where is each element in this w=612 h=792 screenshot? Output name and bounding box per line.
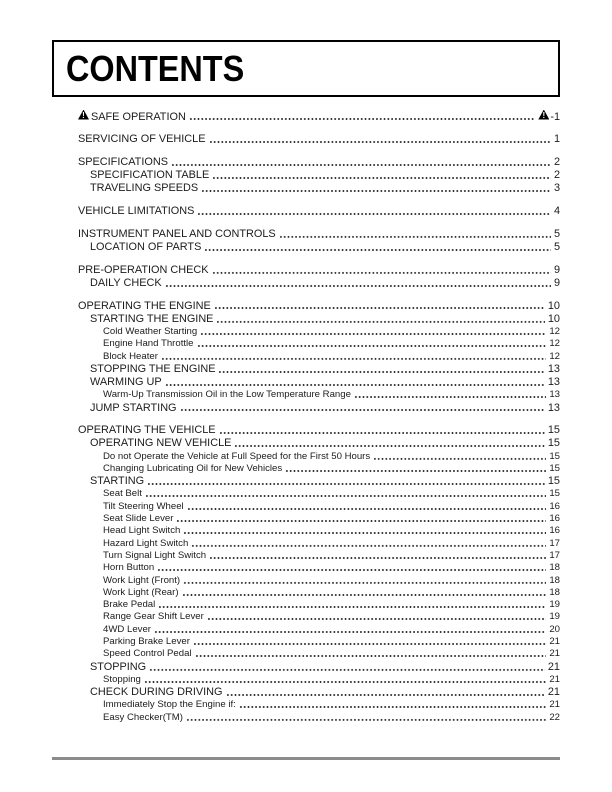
toc-entry-label [103, 525, 180, 537]
toc-entry-label [90, 686, 223, 699]
toc-entry-text: SPECIFICATIONS [78, 155, 168, 168]
page-number-text: 19 [549, 611, 560, 623]
toc-entry-page-number [549, 587, 560, 599]
toc-entry-label [103, 451, 370, 463]
dot-leader [189, 116, 536, 121]
dot-leader [183, 530, 546, 535]
page-number-text: 3 [553, 182, 560, 195]
toc-entry-label [78, 110, 186, 124]
page-number-text: 13 [547, 376, 560, 389]
toc-entry-text: Easy Checker(TM) [103, 711, 183, 723]
toc-entry-page-number [549, 389, 560, 401]
toc-entry-text: STOPPING [90, 660, 147, 673]
toc-entry-page-number [549, 513, 560, 525]
toc-entry-page-number [554, 156, 560, 169]
page-number-text: 15 [549, 450, 560, 462]
toc-entry-page-number [554, 264, 560, 277]
toc-entry-page-number [554, 241, 560, 254]
toc-entry-page-number [554, 182, 560, 195]
page-number-text: 21 [547, 686, 560, 699]
page-number-text: 9 [553, 263, 560, 276]
table-of-contents [52, 100, 560, 724]
toc-entry-label [103, 513, 173, 525]
toc-entry-label [90, 182, 198, 195]
toc-entry [52, 156, 560, 169]
toc-entry-page-number [549, 636, 560, 648]
page-title: CONTENTS [66, 47, 245, 89]
toc-entry [52, 488, 560, 500]
toc-entry-text: PRE-OPERATION CHECK [78, 263, 209, 276]
dot-leader [212, 175, 551, 180]
dot-leader [158, 604, 546, 609]
toc-entry-label [103, 351, 158, 363]
dot-leader [161, 355, 546, 360]
page-number-text: 22 [549, 711, 560, 723]
toc-entry [52, 437, 560, 450]
page-number-text: 16 [549, 513, 560, 525]
page-number-text: 19 [549, 599, 560, 611]
safety-alert-icon [538, 110, 549, 120]
toc-entry-page-number [549, 463, 560, 475]
toc-entry-text: Tilt Steering Wheel [103, 500, 184, 512]
dot-leader [165, 382, 545, 387]
toc-entry-page-number [548, 313, 560, 326]
toc-entry [52, 205, 560, 218]
toc-entry-label [103, 488, 142, 500]
dot-leader [226, 692, 545, 697]
toc-entry-page-number [554, 205, 560, 218]
toc-entry-text: OPERATING THE ENGINE [78, 299, 211, 312]
page-number-text: 12 [549, 350, 560, 362]
toc-entry [52, 661, 560, 674]
toc-entry [52, 424, 560, 437]
toc-entry-label [103, 575, 180, 587]
toc-entry-text: Cold Weather Starting [103, 325, 198, 337]
toc-entry-label [103, 501, 184, 513]
toc-entry [52, 501, 560, 513]
toc-entry-page-number [549, 611, 560, 623]
toc-entry-label [90, 402, 177, 415]
toc-entry-page-number [549, 501, 560, 513]
page-number-text: 5 [553, 227, 560, 240]
toc-entry-label [103, 699, 236, 711]
toc-entry [52, 402, 560, 415]
toc-entry [52, 513, 560, 525]
toc-entry [52, 264, 560, 277]
toc-entry-text: Warm-Up Transmission Oil in the Low Temperature Range [103, 389, 351, 401]
toc-entry-text: Parking Brake Lever [103, 636, 190, 647]
dot-leader [285, 468, 546, 473]
toc-entry-text: TRAVELING SPEEDS [90, 182, 199, 195]
dot-leader [191, 542, 546, 547]
toc-entry [52, 562, 560, 574]
toc-entry-label [103, 611, 204, 623]
toc-entry [52, 538, 560, 550]
toc-entry-text: Block Heater [103, 350, 158, 362]
toc-entry-page-number [549, 648, 560, 660]
dot-leader [209, 139, 551, 144]
page-number-text: 13 [549, 389, 560, 401]
toc-entry-label [90, 475, 144, 488]
toc-entry-text: STARTING THE ENGINE [90, 312, 214, 325]
toc-entry-text: Speed Control Pedal [103, 648, 192, 660]
title-box [52, 40, 560, 97]
toc-entry [52, 313, 560, 326]
toc-entry-label [78, 205, 194, 218]
toc-entry [52, 300, 560, 313]
toc-entry-label [103, 712, 183, 724]
dot-leader [201, 188, 551, 193]
dot-leader [186, 716, 546, 721]
page-number-text: 18 [549, 574, 560, 586]
dot-leader [195, 653, 547, 658]
page-number-text: 1 [553, 133, 560, 146]
toc-entry-page-number [549, 351, 560, 363]
toc-entry-label [103, 674, 141, 686]
page-number-text: 21 [549, 636, 560, 647]
dot-leader [147, 481, 545, 486]
toc-entry [52, 699, 560, 711]
dot-leader [279, 233, 551, 238]
toc-entry-text: Work Light (Front) [103, 574, 181, 586]
toc-entry-text: Stopping [103, 673, 141, 685]
toc-entry-label [78, 228, 276, 241]
dot-leader [145, 493, 546, 498]
toc-entry [52, 636, 560, 648]
toc-entry-page-number [548, 686, 560, 699]
toc-entry-page-number [549, 562, 560, 574]
toc-entry-text: INSTRUMENT PANEL AND CONTROLS [78, 227, 276, 240]
toc-entry-page-number [549, 525, 560, 537]
toc-entry-label [78, 133, 206, 146]
page-number-text: 12 [549, 338, 560, 350]
toc-entry-label [90, 241, 201, 254]
page-number-text: 15 [549, 488, 560, 500]
page-number-text: 4 [553, 205, 560, 218]
toc-entry [52, 133, 560, 146]
toc-entry-text: Do not Operate the Vehicle at Full Speed for the First 50 Hours [103, 450, 371, 462]
dot-leader [219, 430, 545, 435]
toc-entry [52, 110, 560, 124]
page-number-text: 13 [547, 401, 560, 414]
dot-leader [212, 269, 551, 274]
toc-entry [52, 712, 560, 724]
toc-entry-label [78, 156, 168, 169]
toc-entry-label [103, 550, 206, 562]
toc-entry-label [103, 326, 197, 338]
toc-entry-page-number [548, 437, 560, 450]
toc-entry-text: WARMING UP [90, 376, 162, 389]
dot-leader [214, 305, 545, 310]
toc-entry-page-number [549, 538, 560, 550]
toc-entry-label [90, 363, 215, 376]
page-number-text: 15 [547, 437, 560, 450]
toc-entry-page-number [548, 424, 560, 437]
toc-entry-label [78, 424, 216, 437]
toc-entry-label [103, 538, 188, 550]
page-number-text: 17 [549, 549, 560, 561]
toc-entry-page-number [548, 363, 560, 376]
toc-entry-page-number [554, 228, 560, 241]
toc-entry-text: SAFE OPERATION [91, 110, 186, 123]
page-number-text: 21 [549, 673, 560, 685]
toc-entry-text: Immediately Stop the Engine if: [103, 699, 236, 711]
toc-entry-label [103, 338, 194, 350]
toc-entry-text: Hazard Light Switch [103, 537, 189, 549]
toc-entry-text: LOCATION OF PARTS [90, 240, 202, 253]
toc-entry [52, 648, 560, 660]
toc-entry [52, 550, 560, 562]
dot-leader [180, 407, 545, 412]
toc-entry-page-number [549, 699, 560, 711]
toc-entry-text: JUMP STARTING [90, 401, 177, 414]
dot-leader [183, 579, 546, 584]
footer-divider [52, 757, 560, 760]
toc-entry-page-number [549, 575, 560, 587]
dot-leader [234, 443, 544, 448]
toc-entry-text: 4WD Lever [103, 623, 151, 635]
dot-leader [165, 283, 551, 288]
toc-entry-text: OPERATING NEW VEHICLE [90, 437, 232, 450]
toc-entry-text: VEHICLE LIMITATIONS [78, 205, 195, 218]
toc-entry [52, 611, 560, 623]
toc-entry-page-number [549, 338, 560, 350]
toc-entry-label [90, 376, 162, 389]
toc-entry-text: Head Light Switch [103, 525, 181, 537]
toc-entry-page-number [548, 661, 560, 674]
page-number-text: 18 [549, 586, 560, 598]
dot-leader [182, 592, 547, 597]
page-number-text: 15 [549, 462, 560, 474]
dot-leader [200, 331, 546, 336]
toc-entry-page-number [548, 376, 560, 389]
toc-entry-page-number [549, 550, 560, 562]
toc-entry [52, 182, 560, 195]
toc-entry-page-number [548, 300, 560, 313]
toc-entry-page-number [549, 451, 560, 463]
toc-entry [52, 624, 560, 636]
dot-leader [187, 506, 547, 511]
toc-entry-text: Brake Pedal [103, 599, 156, 611]
dot-leader [218, 369, 544, 374]
page-number-text: 2 [553, 169, 560, 182]
toc-entry-label [103, 624, 151, 636]
toc-entry-text: SPECIFICATION TABLE [90, 169, 210, 182]
dot-leader [207, 616, 547, 621]
toc-entry-label [78, 300, 211, 313]
page-number-text: 9 [553, 276, 560, 289]
toc-entry-label [103, 636, 190, 648]
toc-entry-text: Seat Slide Lever [103, 513, 174, 525]
toc-entry-label [103, 463, 282, 475]
toc-entry [52, 525, 560, 537]
toc-entry-page-number [549, 488, 560, 500]
dot-leader [176, 518, 546, 523]
dot-leader [216, 318, 544, 323]
dot-leader [193, 641, 546, 646]
page-number-text: 10 [547, 312, 560, 325]
page-number-text: 17 [549, 537, 560, 549]
dot-leader [171, 162, 551, 167]
toc-entry-page-number [554, 169, 560, 182]
toc-entry-page-number [548, 475, 560, 488]
page-number-text: 15 [547, 475, 560, 488]
safety-alert-icon [78, 110, 89, 120]
toc-entry-label [103, 562, 154, 574]
toc-entry-text: STOPPING THE ENGINE [90, 362, 216, 375]
dot-leader [209, 555, 546, 560]
toc-entry-label [78, 264, 209, 277]
toc-entry-text: CHECK DURING DRIVING [90, 686, 223, 699]
toc-entry-text: Horn Button [103, 562, 155, 574]
toc-entry-page-number [549, 326, 560, 338]
toc-entry-label [103, 648, 192, 660]
page-number-text: 13 [547, 362, 560, 375]
dot-leader [204, 247, 551, 252]
dot-leader [373, 455, 546, 460]
toc-entry-text: Changing Lubricating Oil for New Vehicles [103, 462, 283, 474]
page-number-text: 21 [549, 648, 560, 660]
toc-entry-label [90, 661, 146, 674]
toc-entry [52, 277, 560, 290]
toc-entry [52, 169, 560, 182]
toc-entry-page-number [538, 110, 560, 124]
dot-leader [197, 211, 551, 216]
toc-entry-page-number [549, 599, 560, 611]
dot-leader [354, 394, 546, 399]
toc-entry [52, 228, 560, 241]
toc-entry [52, 587, 560, 599]
dot-leader [154, 629, 546, 634]
page-number-text: -1 [550, 110, 560, 123]
toc-entry-label [103, 587, 179, 599]
toc-entry [52, 686, 560, 699]
page-number-text: 21 [549, 699, 560, 711]
toc-entry [52, 363, 560, 376]
dot-leader [239, 704, 547, 709]
toc-entry-label [90, 277, 162, 290]
toc-entry-label [103, 599, 155, 611]
toc-entry-page-number [554, 133, 560, 146]
page-number-text: 20 [549, 623, 560, 635]
page-number-text: 5 [553, 240, 560, 253]
toc-entry [52, 351, 560, 363]
dot-leader [149, 666, 545, 671]
page-number-text: 18 [549, 562, 560, 574]
toc-entry-page-number [549, 674, 560, 686]
toc-entry-text: Seat Belt [103, 488, 142, 500]
dot-leader [197, 343, 547, 348]
toc-entry [52, 451, 560, 463]
dot-leader [157, 567, 546, 572]
toc-entry [52, 326, 560, 338]
toc-entry-text: STARTING [90, 475, 145, 488]
toc-entry-page-number [549, 712, 560, 724]
toc-entry-page-number [548, 402, 560, 415]
toc-entry [52, 389, 560, 401]
page-number-text: 16 [549, 525, 560, 537]
toc-entry [52, 599, 560, 611]
toc-entry-page-number [549, 624, 560, 636]
page-number-text: 16 [549, 500, 560, 512]
toc-entry [52, 338, 560, 350]
toc-entry-text: OPERATING THE VEHICLE [78, 424, 216, 437]
toc-entry-label [103, 389, 351, 401]
toc-entry-text: Work Light (Rear) [103, 586, 179, 598]
page-number-text: 15 [547, 424, 560, 437]
toc-entry [52, 475, 560, 488]
toc-entry [52, 376, 560, 389]
toc-entry-text: Engine Hand Throttle [103, 338, 194, 350]
toc-entry-page-number [554, 277, 560, 290]
toc-entry [52, 463, 560, 475]
page-number-text: 10 [547, 299, 560, 312]
toc-entry [52, 674, 560, 686]
toc-entry-text: DAILY CHECK [90, 276, 162, 289]
toc-entry-text: Turn Signal Light Switch [103, 549, 207, 561]
page-number-text: 2 [553, 155, 560, 168]
toc-entry-label [90, 437, 231, 450]
toc-entry-text: SERVICING OF VEHICLE [78, 133, 206, 146]
toc-entry-label [90, 169, 209, 182]
page-number-text: 12 [549, 325, 560, 337]
toc-entry [52, 241, 560, 254]
dot-leader [144, 679, 546, 684]
page-number-text: 21 [547, 660, 560, 673]
toc-entry-label [90, 313, 213, 326]
toc-entry [52, 575, 560, 587]
toc-entry-text: Range Gear Shift Lever [103, 611, 204, 623]
